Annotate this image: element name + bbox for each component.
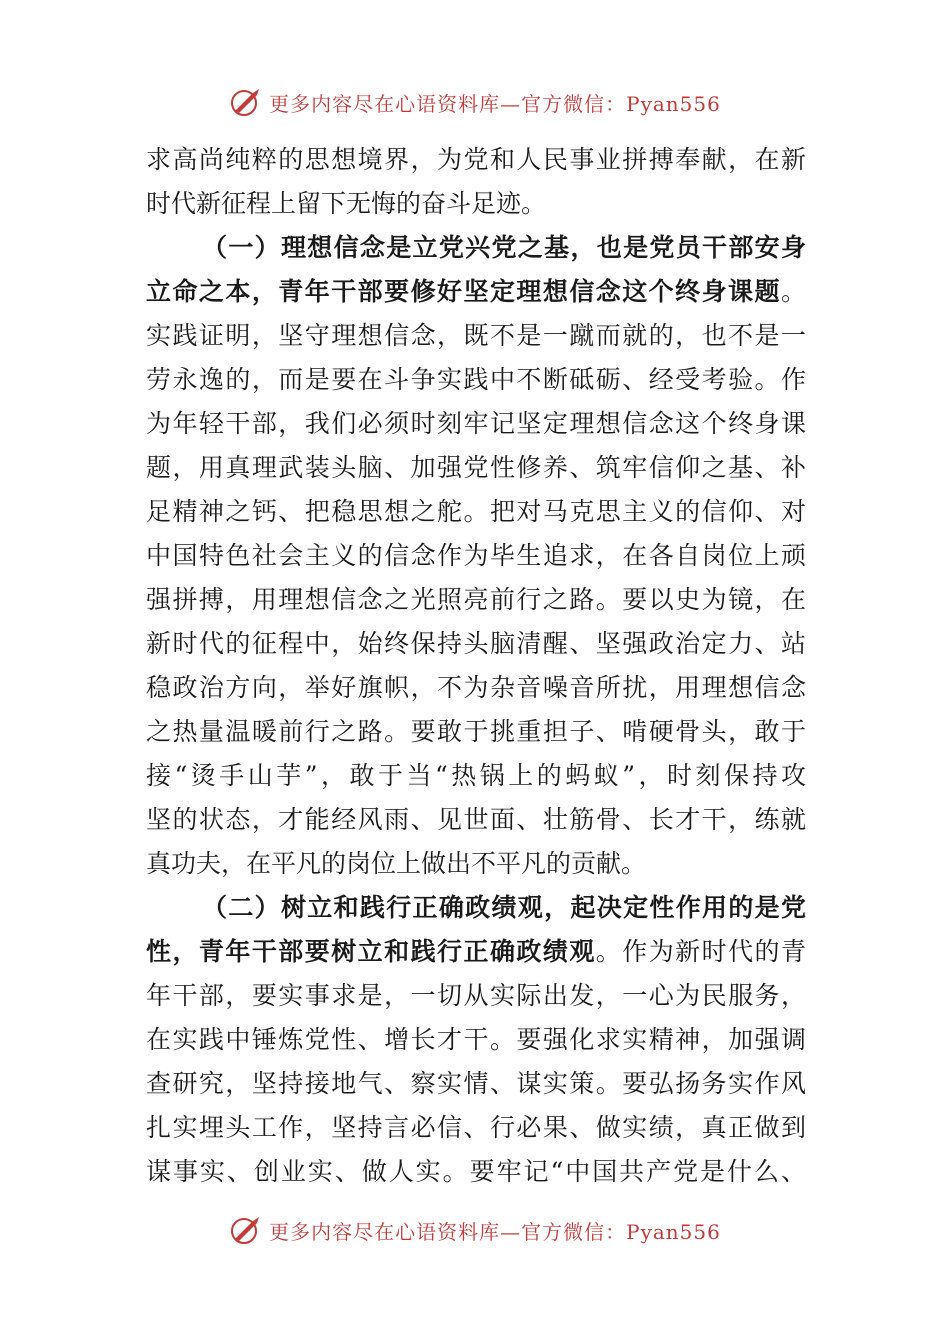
text-line (146, 622, 806, 666)
text-line (146, 754, 806, 798)
header-watermark (0, 82, 950, 122)
text-line (146, 534, 806, 578)
body-text: 。作为新时代的青 (595, 937, 806, 966)
pen-circle-logo-icon (229, 1213, 263, 1247)
text-line (146, 1018, 806, 1062)
body-text: 新时代的征程中，始终保持头脑清醒、坚强政治定力、站 (146, 629, 806, 658)
body-text: 谋事实、创业实、做人实。要牢记“中国共产党是什么、 (146, 1157, 806, 1186)
text-line (146, 710, 806, 754)
bold-heading-text: 立命之本，青年干部要修好坚定理想信念这个终身课题 (146, 277, 781, 306)
body-text: 稳政治方向，举好旗帜，不为杂音噪音所扰，用理想信念 (146, 673, 806, 702)
text-line (146, 182, 806, 226)
text-line (146, 798, 806, 842)
body-text: 实践证明，坚守理想信念，既不是一蹴而就的，也不是一 (146, 321, 806, 350)
text-line (146, 490, 806, 534)
text-line (146, 446, 806, 490)
body-text: 时代新征程上留下无悔的奋斗足迹。 (146, 189, 547, 218)
text-line (146, 578, 806, 622)
document-body (146, 138, 806, 1194)
text-line (146, 314, 806, 358)
bold-heading-text: 性，青年干部要树立和践行正确政绩观 (146, 937, 596, 966)
watermark-text: 更多内容尽在心语资料库—官方微信：Pyan556 (269, 1219, 721, 1244)
text-line (146, 842, 806, 886)
body-text: 坚的状态，才能经风雨、见世面、壮筋骨、长才干，练就 (146, 805, 806, 834)
body-text: 在实践中锤炼党性、增长才干。要强化求实精神，加强调 (146, 1025, 806, 1054)
text-line (146, 138, 806, 182)
body-text: 中国特色社会主义的信念作为毕生追求，在各自岗位上顽 (146, 541, 806, 570)
text-line (146, 358, 806, 402)
text-line (146, 666, 806, 710)
bold-heading-text: （二）树立和践行正确政绩观，起决定性作用的是党 (202, 893, 806, 922)
text-line (146, 402, 806, 446)
body-text: 真功夫，在平凡的岗位上做出不平凡的贡献。 (146, 849, 647, 878)
footer-watermark (0, 1210, 950, 1250)
body-text: 题，用真理武装头脑、加强党性修养、筑牢信仰之基、补 (146, 453, 806, 482)
body-text: 为年轻干部，我们必须时刻牢记坚定理想信念这个终身课 (146, 409, 806, 438)
body-text: 求高尚纯粹的思想境界，为党和人民事业拼搏奉献，在新 (146, 145, 806, 174)
text-line (146, 1106, 806, 1150)
pen-circle-logo-icon (229, 85, 263, 119)
body-text: 扎实埋头工作，坚持言必信、行必果、做实绩，真正做到 (146, 1113, 806, 1142)
body-text: 强拼搏，用理想信念之光照亮前行之路。要以史为镜，在 (146, 585, 806, 614)
body-text: 。 (780, 277, 806, 306)
body-text: 劳永逸的，而是要在斗争实践中不断砥砺、经受考验。作 (146, 365, 806, 394)
text-line (146, 930, 806, 974)
text-line (146, 1062, 806, 1106)
text-line (146, 270, 806, 314)
body-text: 查研究，坚持接地气、察实情、谋实策。要弘扬务实作风 (146, 1069, 806, 1098)
text-line (146, 974, 806, 1018)
text-line (146, 226, 806, 270)
watermark-text: 更多内容尽在心语资料库—官方微信：Pyan556 (269, 91, 721, 116)
text-line (146, 1150, 806, 1194)
body-text: 年干部，要实事求是，一切从实际出发，一心为民服务， (146, 981, 806, 1010)
body-text: 接“烫手山芋”，敢于当“热锅上的蚂蚁”，时刻保持攻 (146, 761, 806, 790)
body-text: 之热量温暖前行之路。要敢于挑重担子、啃硬骨头，敢于 (146, 717, 806, 746)
body-text: 足精神之钙、把稳思想之舵。把对马克思主义的信仰、对 (146, 497, 806, 526)
text-line (146, 886, 806, 930)
bold-heading-text: （一）理想信念是立党兴党之基，也是党员干部安身 (202, 233, 806, 262)
